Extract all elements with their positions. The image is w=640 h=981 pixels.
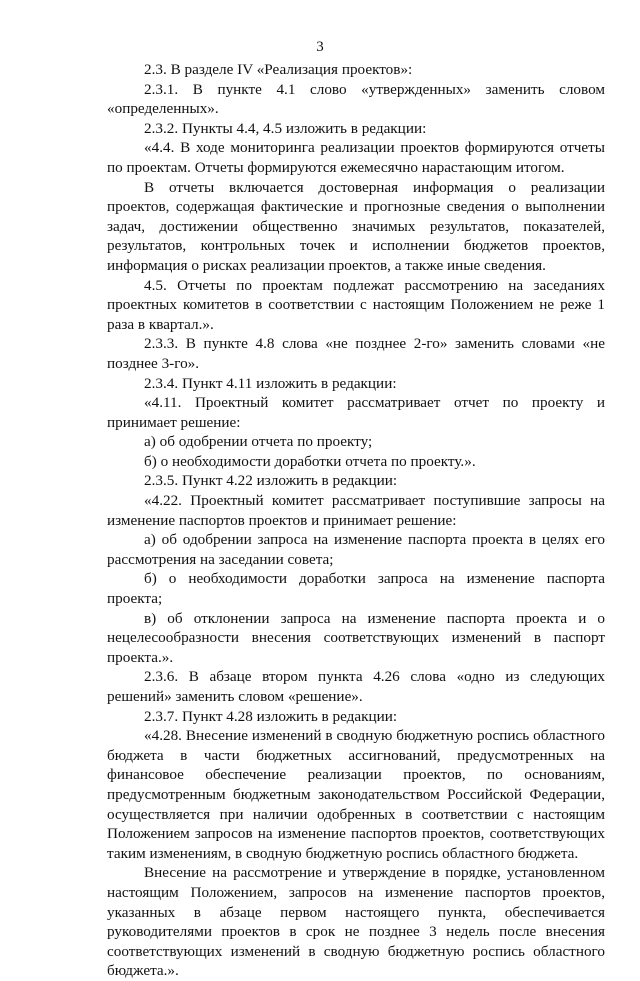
list-item-4-11-b: б) о необходимости доработки отчета по проекту.». [144,452,476,470]
paragraph-2-3-1: 2.3.1. В пункте 4.1 слово «утвержденных» заменить словом «определенных». [107,80,605,118]
list-item-4-22-a: а) об одобрении запроса на изменение паспорта проекта в целях его рассмотрения на заседании совета; [107,531,605,568]
paragraph-2-3-2: 2.3.2. Пункты 4.4, 4.5 изложить в редакции: [144,119,427,137]
list-item-4-22-c: в) об отклонении запроса на изменение паспорта проекта и о нецелесообразности внесения соответствующих изменений в паспорт проекта.». [107,609,605,666]
paragraph-2-3: 2.3. В разделе IV «Реализация проектов»: [144,61,413,78]
paragraph-4-4-reports: В отчеты включается достоверная информация о реализации проектов, содержащая фактические и прогнозные сведения о выполнении задач, достижении общественно значимых результатов, показателей, результатов, контрольных точек и исполнении бюджетов проектов, информация о рисках реализации проектов, а также иные сведения. [107,178,605,274]
paragraph-2-3-5: 2.3.5. Пункт 4.22 изложить в редакции: [144,472,398,490]
paragraph-4-28: «4.28. Внесение изменений в сводную бюджетную роспись областного бюджета в части бюджетных ассигнований, предусмотренных на финансовое обеспечение реализации проектов, по основаниям, предусмотренным бюджетным законодательством Российской Федерации, осуществляется при наличии одобренных в соответствии с настоящим Положением запросов на изменение паспортов проектов, соответствующих таким изменениям, в сводную бюджетную роспись областного бюджета. [107,727,605,862]
paragraph-2-3-6: 2.3.6. В абзаце втором пункта 4.26 слова «одно из следующих решений» заменить словом «решение». [107,668,605,705]
paragraph-4-4: «4.4. В ходе мониторинга реализации проектов формируются отчеты по проектам. Отчеты формируются ежемесячно нарастающим итогом. [107,139,605,176]
list-item-4-11-a: а) об одобрении отчета по проекту; [144,433,373,451]
page-number: 3 [316,39,324,55]
paragraph-2-3-3: 2.3.3. В пункте 4.8 слова «не позднее 2-го» заменить словами «не позднее 3-го». [107,335,605,372]
paragraph-2-3-7: 2.3.7. Пункт 4.28 изложить в редакции: [144,707,398,725]
paragraph-4-22: «4.22. Проектный комитет рассматривает поступившие запросы на изменение паспортов проектов и принимает решение: [107,492,605,529]
list-item-4-22-b: б) о необходимости доработки запроса на изменение паспорта проекта; [107,570,605,608]
paragraph-2-3-4: 2.3.4. Пункт 4.11 изложить в редакции: [144,374,397,392]
paragraph-4-5: 4.5. Отчеты по проектам подлежат рассмотрению на заседаниях проектных комитетов в соответствии с настоящим Положением не реже 1 раза в квартал.». [107,276,605,333]
document-body [107,60,605,981]
paragraph-4-11: «4.11. Проектный комитет рассматривает отчет по проекту и принимает решение: [107,394,605,431]
paragraph-4-28-submission: Внесение на рассмотрение и утверждение в порядке, установленном настоящим Положением, запросов на изменение паспортов проектов, указанных в абзаце первом настоящего пункта, обеспечивается руководителями проектов в срок не позднее 3 недель после внесения соответствующих изменений в сводную бюджетную роспись областного бюджета.». [107,864,605,980]
